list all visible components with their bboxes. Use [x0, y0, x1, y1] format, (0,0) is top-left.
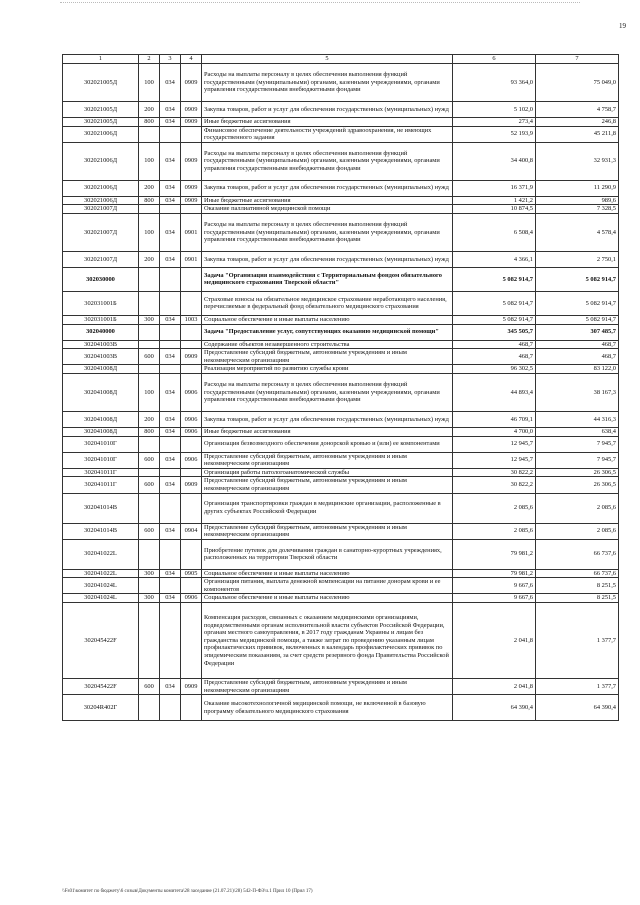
- cell-description: Предоставление субсидий бюджетным, автономным учреждениям и иным некоммерческим организациям: [202, 477, 453, 493]
- cell-code: 302041010Г: [63, 452, 139, 468]
- cell-code: 302021006Д: [63, 196, 139, 205]
- cell-amount-executed: 66 737,6: [536, 539, 619, 569]
- cell-description: Финансовое обеспечение деятельности учреждений здравоохранения, не имеющих государственного задания: [202, 126, 453, 142]
- cell-section: 0901: [181, 251, 202, 267]
- cell-admin-code: 034: [160, 411, 181, 427]
- cell-admin-code: 034: [160, 373, 181, 411]
- cell-expense-type: 800: [139, 427, 160, 436]
- table-row: [63, 324, 619, 340]
- header-cell: 4: [181, 55, 202, 64]
- cell-section: 0904: [181, 523, 202, 539]
- cell-description: Организация безвозмездного обеспечения донорской кровью и (или) ее компонентами: [202, 436, 453, 452]
- cell-amount-planned: 34 400,8: [453, 142, 536, 180]
- cell-amount-planned: 2 085,6: [453, 523, 536, 539]
- cell-amount-planned: 2 041,8: [453, 679, 536, 695]
- cell-amount-planned: 12 945,7: [453, 452, 536, 468]
- cell-amount-planned: 4 700,0: [453, 427, 536, 436]
- cell-code: 302041008Д: [63, 365, 139, 374]
- cell-description: Закупка товаров, работ и услуг для обеспечения государственных (муниципальных) нужд: [202, 180, 453, 196]
- cell-expense-type: 600: [139, 679, 160, 695]
- cell-amount-planned: 64 390,4: [453, 695, 536, 721]
- table-header-row: [63, 55, 619, 64]
- cell-code: 302041022L: [63, 569, 139, 578]
- cell-amount-executed: 26 306,5: [536, 468, 619, 477]
- scan-top-edge: [60, 2, 580, 4]
- cell-admin-code: 034: [160, 427, 181, 436]
- cell-section: [181, 324, 202, 340]
- cell-amount-executed: 7 945,7: [536, 436, 619, 452]
- cell-amount-executed: 38 167,3: [536, 373, 619, 411]
- cell-description: Закупка товаров, работ и услуг для обеспечения государственных (муниципальных) нужд: [202, 251, 453, 267]
- cell-expense-type: 600: [139, 523, 160, 539]
- cell-expense-type: 200: [139, 102, 160, 118]
- cell-code: 302041011Г: [63, 477, 139, 493]
- cell-expense-type: [139, 205, 160, 214]
- cell-code: 302021005Д: [63, 102, 139, 118]
- cell-code: 302031001Б: [63, 315, 139, 324]
- table-row: [63, 569, 619, 578]
- cell-expense-type: 100: [139, 213, 160, 251]
- cell-section: [181, 291, 202, 315]
- cell-code: 302041010Г: [63, 436, 139, 452]
- cell-expense-type: [139, 436, 160, 452]
- table-row: [63, 365, 619, 374]
- header-cell: 6: [453, 55, 536, 64]
- cell-code: 302041003В: [63, 340, 139, 349]
- cell-section: [181, 539, 202, 569]
- cell-amount-executed: 8 251,5: [536, 578, 619, 594]
- cell-code: 302021005Д: [63, 118, 139, 127]
- table-row: [63, 411, 619, 427]
- cell-section: 0906: [181, 411, 202, 427]
- cell-section: [181, 340, 202, 349]
- cell-amount-planned: 2 085,6: [453, 493, 536, 523]
- table-row: [63, 468, 619, 477]
- cell-amount-executed: 468,7: [536, 340, 619, 349]
- table-row: [63, 452, 619, 468]
- cell-admin-code: [160, 324, 181, 340]
- table-row: [63, 315, 619, 324]
- cell-amount-executed: 45 211,8: [536, 126, 619, 142]
- cell-amount-executed: 83 122,0: [536, 365, 619, 374]
- table-row: [63, 427, 619, 436]
- cell-amount-executed: 8 251,5: [536, 594, 619, 603]
- cell-description: Задача "Организация взаимодействия с Территориальным фондом обязательного медицинского страхования Тверской области": [202, 267, 453, 291]
- cell-section: 0906: [181, 373, 202, 411]
- cell-code: 302030000: [63, 267, 139, 291]
- cell-section: 0905: [181, 569, 202, 578]
- header-cell: 3: [160, 55, 181, 64]
- table-row: [63, 340, 619, 349]
- cell-section: 1003: [181, 315, 202, 324]
- table-row: [63, 603, 619, 679]
- cell-amount-executed: 1 377,7: [536, 679, 619, 695]
- cell-amount-planned: 5 082 914,7: [453, 267, 536, 291]
- cell-expense-type: 100: [139, 142, 160, 180]
- cell-expense-type: [139, 539, 160, 569]
- cell-section: [181, 436, 202, 452]
- cell-code: 302045422F: [63, 679, 139, 695]
- cell-code: 302021007Д: [63, 213, 139, 251]
- cell-expense-type: [139, 603, 160, 679]
- cell-section: 0909: [181, 102, 202, 118]
- cell-amount-planned: 79 981,2: [453, 539, 536, 569]
- cell-description: Социальное обеспечение и иные выплаты населению: [202, 315, 453, 324]
- cell-expense-type: [139, 291, 160, 315]
- cell-admin-code: [160, 205, 181, 214]
- cell-amount-executed: 2 085,6: [536, 523, 619, 539]
- table-row: [63, 291, 619, 315]
- cell-code: 302021006Д: [63, 142, 139, 180]
- cell-amount-planned: 52 193,9: [453, 126, 536, 142]
- cell-code: 302041014В: [63, 523, 139, 539]
- cell-admin-code: 034: [160, 679, 181, 695]
- cell-expense-type: 800: [139, 118, 160, 127]
- cell-expense-type: [139, 324, 160, 340]
- cell-description: Расходы на выплаты персоналу в целях обеспечения выполнения функций государственными (муниципальными) органами, казенными учреждениями, органами управления государственными внебюджетными фондами: [202, 213, 453, 251]
- cell-admin-code: 034: [160, 251, 181, 267]
- cell-admin-code: 034: [160, 142, 181, 180]
- cell-description: Расходы на выплаты персоналу в целях обеспечения выполнения функций государственными (муниципальными) органами, казенными учреждениями, органами управления государственными внебюджетными фондами: [202, 373, 453, 411]
- cell-admin-code: 034: [160, 64, 181, 102]
- cell-admin-code: 034: [160, 315, 181, 324]
- cell-amount-executed: 5 082 914,7: [536, 267, 619, 291]
- cell-amount-executed: 64 390,4: [536, 695, 619, 721]
- cell-amount-executed: 246,8: [536, 118, 619, 127]
- cell-code: 302041024L: [63, 594, 139, 603]
- cell-admin-code: 034: [160, 452, 181, 468]
- cell-expense-type: [139, 365, 160, 374]
- cell-description: Предоставление субсидий бюджетным, автономным учреждениям и иным некоммерческим организациям: [202, 523, 453, 539]
- cell-section: [181, 468, 202, 477]
- table-row: [63, 267, 619, 291]
- cell-admin-code: 034: [160, 196, 181, 205]
- cell-expense-type: [139, 695, 160, 721]
- cell-admin-code: 034: [160, 477, 181, 493]
- cell-description: Приобретение путевок для долечивания граждан в санаторно-курортных учреждениях, расположенных на территории Тверской области: [202, 539, 453, 569]
- cell-amount-planned: 96 302,5: [453, 365, 536, 374]
- cell-code: 302041024L: [63, 578, 139, 594]
- table-row: [63, 539, 619, 569]
- cell-description: Социальное обеспечение и иные выплаты населению: [202, 594, 453, 603]
- cell-amount-planned: 30 822,2: [453, 468, 536, 477]
- cell-amount-planned: 79 981,2: [453, 569, 536, 578]
- cell-description: Компенсация расходов, связанных с оказанием медицинскими организациями, подведомственными органам исполнительной власти субъектов Российской Федерации, органам местного самоуправления, в 2017 году гражданам Украины и лицам без гражданства медицинской помощи, а также затрат по проведению указанным лицам профилактических прививок, включенных в календарь профилактических прививок по эпидемическим показаниям, за счет средств резервного фонда Правительства Российской Федерации: [202, 603, 453, 679]
- cell-amount-planned: 5 082 914,7: [453, 315, 536, 324]
- cell-amount-executed: 468,7: [536, 349, 619, 365]
- cell-amount-planned: 4 366,1: [453, 251, 536, 267]
- cell-admin-code: [160, 468, 181, 477]
- cell-amount-executed: 26 306,5: [536, 477, 619, 493]
- cell-description: Закупка товаров, работ и услуг для обеспечения государственных (муниципальных) нужд: [202, 102, 453, 118]
- cell-description: Страховые взносы на обязательное медицинское страхование неработающего населения, перечисляемые в федеральный фонд обязательного медицинского страхования: [202, 291, 453, 315]
- cell-amount-executed: 2 085,6: [536, 493, 619, 523]
- table-row: [63, 180, 619, 196]
- cell-section: 0909: [181, 196, 202, 205]
- cell-description: Оказание паллиативной медицинской помощи: [202, 205, 453, 214]
- cell-section: 0909: [181, 64, 202, 102]
- cell-code: 302041008Д: [63, 427, 139, 436]
- cell-amount-planned: 5 102,0: [453, 102, 536, 118]
- table-row: [63, 679, 619, 695]
- cell-code: 302041003В: [63, 349, 139, 365]
- cell-amount-planned: 2 041,8: [453, 603, 536, 679]
- cell-amount-executed: 4 758,7: [536, 102, 619, 118]
- cell-admin-code: [160, 603, 181, 679]
- header-cell: 5: [202, 55, 453, 64]
- cell-admin-code: [160, 695, 181, 721]
- cell-admin-code: [160, 365, 181, 374]
- cell-code: 302041022L: [63, 539, 139, 569]
- table-row: [63, 126, 619, 142]
- cell-amount-planned: 10 874,5: [453, 205, 536, 214]
- cell-description: Содержание объектов незавершенного строительства: [202, 340, 453, 349]
- cell-amount-executed: 66 737,6: [536, 569, 619, 578]
- footer-file-path: \\Fs01\комитет по бюджету\6 созыв\Документы комитета\28 заседание (21.07.21)\28) 542-П-ФЗ\ч.1 Прил 10 (Прил 17): [62, 889, 313, 894]
- cell-admin-code: [160, 436, 181, 452]
- cell-expense-type: [139, 493, 160, 523]
- page-number: 19: [619, 22, 626, 30]
- cell-description: Иные бюджетные ассигнования: [202, 118, 453, 127]
- cell-amount-executed: 7 945,7: [536, 452, 619, 468]
- cell-expense-type: 100: [139, 64, 160, 102]
- cell-section: 0909: [181, 349, 202, 365]
- cell-admin-code: [160, 578, 181, 594]
- cell-section: [181, 695, 202, 721]
- cell-description: Организация работы патологоанатомической службы: [202, 468, 453, 477]
- table-row: [63, 578, 619, 594]
- cell-amount-executed: 4 578,4: [536, 213, 619, 251]
- cell-description: Расходы на выплаты персоналу в целях обеспечения выполнения функций государственными (муниципальными) органами, казенными учреждениями, органами управления государственными внебюджетными фондами: [202, 142, 453, 180]
- cell-section: 0909: [181, 118, 202, 127]
- cell-amount-planned: 46 709,1: [453, 411, 536, 427]
- cell-amount-planned: 9 667,6: [453, 594, 536, 603]
- cell-description: Предоставление субсидий бюджетным, автономным учреждениям и иным некоммерческим организациям: [202, 679, 453, 695]
- cell-section: [181, 603, 202, 679]
- cell-admin-code: [160, 340, 181, 349]
- cell-description: Предоставление субсидий бюджетным, автономным учреждениям и иным некоммерческим организациям: [202, 349, 453, 365]
- cell-expense-type: [139, 340, 160, 349]
- cell-section: 0906: [181, 594, 202, 603]
- cell-description: Организация питания, выплата денежной компенсации на питание донорам крови и ее компонентов: [202, 578, 453, 594]
- header-cell: 2: [139, 55, 160, 64]
- table-row: [63, 594, 619, 603]
- cell-description: Иные бюджетные ассигнования: [202, 196, 453, 205]
- cell-admin-code: 034: [160, 594, 181, 603]
- cell-admin-code: [160, 493, 181, 523]
- cell-amount-planned: 9 667,6: [453, 578, 536, 594]
- cell-section: [181, 205, 202, 214]
- table-row: [63, 477, 619, 493]
- cell-section: [181, 493, 202, 523]
- table-row: [63, 373, 619, 411]
- cell-expense-type: 600: [139, 452, 160, 468]
- cell-code: 302041014В: [63, 493, 139, 523]
- cell-amount-planned: 30 822,2: [453, 477, 536, 493]
- cell-description: Социальное обеспечение и иные выплаты населению: [202, 569, 453, 578]
- cell-section: [181, 365, 202, 374]
- table-row: [63, 436, 619, 452]
- cell-section: 0909: [181, 679, 202, 695]
- cell-expense-type: 600: [139, 349, 160, 365]
- cell-code: 30204R402Г: [63, 695, 139, 721]
- cell-admin-code: 034: [160, 213, 181, 251]
- cell-amount-planned: 1 421,2: [453, 196, 536, 205]
- cell-expense-type: 200: [139, 251, 160, 267]
- cell-expense-type: 300: [139, 594, 160, 603]
- cell-amount-executed: 44 316,3: [536, 411, 619, 427]
- cell-section: 0901: [181, 213, 202, 251]
- table-row: [63, 523, 619, 539]
- table-row: [63, 142, 619, 180]
- cell-code: 302021006Д: [63, 126, 139, 142]
- cell-description: Задача "Предоставление услуг, сопутствующих оказанию медицинской помощи": [202, 324, 453, 340]
- budget-table: [62, 54, 619, 721]
- cell-description: Оказание высокотехнологичной медицинской помощи, не включенной в базовую программу обязательного медицинского страхования: [202, 695, 453, 721]
- cell-expense-type: [139, 126, 160, 142]
- cell-expense-type: [139, 578, 160, 594]
- cell-code: 302021006Д: [63, 180, 139, 196]
- table-row: [63, 349, 619, 365]
- cell-code: 302045422F: [63, 603, 139, 679]
- cell-section: 0906: [181, 452, 202, 468]
- cell-code: 302041008Д: [63, 373, 139, 411]
- cell-amount-executed: 307 485,7: [536, 324, 619, 340]
- cell-section: 0906: [181, 427, 202, 436]
- cell-description: Реализация мероприятий по развитию службы крови: [202, 365, 453, 374]
- cell-expense-type: 600: [139, 477, 160, 493]
- cell-amount-executed: 5 082 914,7: [536, 315, 619, 324]
- cell-admin-code: 034: [160, 349, 181, 365]
- cell-expense-type: [139, 267, 160, 291]
- cell-code: 302040000: [63, 324, 139, 340]
- cell-section: 0909: [181, 180, 202, 196]
- cell-admin-code: 034: [160, 102, 181, 118]
- cell-expense-type: 100: [139, 373, 160, 411]
- cell-amount-planned: 468,7: [453, 349, 536, 365]
- cell-description: Предоставление субсидий бюджетным, автономным учреждениям и иным некоммерческим организациям: [202, 452, 453, 468]
- cell-section: [181, 267, 202, 291]
- cell-amount-executed: 11 290,9: [536, 180, 619, 196]
- cell-amount-executed: 989,6: [536, 196, 619, 205]
- cell-amount-planned: 16 371,9: [453, 180, 536, 196]
- header-cell: 1: [63, 55, 139, 64]
- table-row: [63, 64, 619, 102]
- cell-amount-executed: 5 082 914,7: [536, 291, 619, 315]
- cell-code: 302031001Б: [63, 291, 139, 315]
- cell-admin-code: [160, 291, 181, 315]
- cell-expense-type: 800: [139, 196, 160, 205]
- table-row: [63, 118, 619, 127]
- cell-amount-planned: 44 893,4: [453, 373, 536, 411]
- cell-section: 0909: [181, 477, 202, 493]
- cell-amount-planned: 12 945,7: [453, 436, 536, 452]
- cell-description: Организация транспортировки граждан в медицинские организации, расположенные в других субъектах Российской Федерации: [202, 493, 453, 523]
- cell-code: 302021007Д: [63, 205, 139, 214]
- table-row: [63, 102, 619, 118]
- table-row: [63, 205, 619, 214]
- table-row: [63, 196, 619, 205]
- cell-amount-planned: 5 082 914,7: [453, 291, 536, 315]
- cell-code: 302021005Д: [63, 64, 139, 102]
- cell-expense-type: 200: [139, 180, 160, 196]
- cell-expense-type: 200: [139, 411, 160, 427]
- cell-description: Закупка товаров, работ и услуг для обеспечения государственных (муниципальных) нужд: [202, 411, 453, 427]
- cell-section: 0909: [181, 142, 202, 180]
- cell-amount-planned: 468,7: [453, 340, 536, 349]
- cell-amount-planned: 93 364,0: [453, 64, 536, 102]
- cell-description: Иные бюджетные ассигнования: [202, 427, 453, 436]
- table-row: [63, 695, 619, 721]
- table-row: [63, 493, 619, 523]
- cell-admin-code: [160, 539, 181, 569]
- cell-expense-type: 300: [139, 315, 160, 324]
- cell-admin-code: 034: [160, 180, 181, 196]
- cell-admin-code: 034: [160, 569, 181, 578]
- cell-section: [181, 126, 202, 142]
- cell-admin-code: 034: [160, 118, 181, 127]
- cell-code: 302041008Д: [63, 411, 139, 427]
- cell-admin-code: 034: [160, 523, 181, 539]
- cell-admin-code: [160, 267, 181, 291]
- cell-description: Расходы на выплаты персоналу в целях обеспечения выполнения функций государственными (муниципальными) органами, казенными учреждениями, органами управления государственными внебюджетными фондами: [202, 64, 453, 102]
- cell-amount-executed: 7 328,5: [536, 205, 619, 214]
- cell-amount-executed: 638,4: [536, 427, 619, 436]
- header-cell: 7: [536, 55, 619, 64]
- cell-expense-type: [139, 468, 160, 477]
- cell-amount-executed: 1 377,7: [536, 603, 619, 679]
- cell-amount-planned: 273,4: [453, 118, 536, 127]
- table-row: [63, 213, 619, 251]
- cell-admin-code: [160, 126, 181, 142]
- cell-code: 302021007Д: [63, 251, 139, 267]
- cell-amount-executed: 2 750,1: [536, 251, 619, 267]
- cell-amount-planned: 6 508,4: [453, 213, 536, 251]
- cell-expense-type: 300: [139, 569, 160, 578]
- cell-section: [181, 578, 202, 594]
- cell-amount-executed: 75 049,0: [536, 64, 619, 102]
- table-row: [63, 251, 619, 267]
- cell-amount-executed: 32 931,3: [536, 142, 619, 180]
- cell-code: 302041011Г: [63, 468, 139, 477]
- cell-amount-planned: 345 505,7: [453, 324, 536, 340]
